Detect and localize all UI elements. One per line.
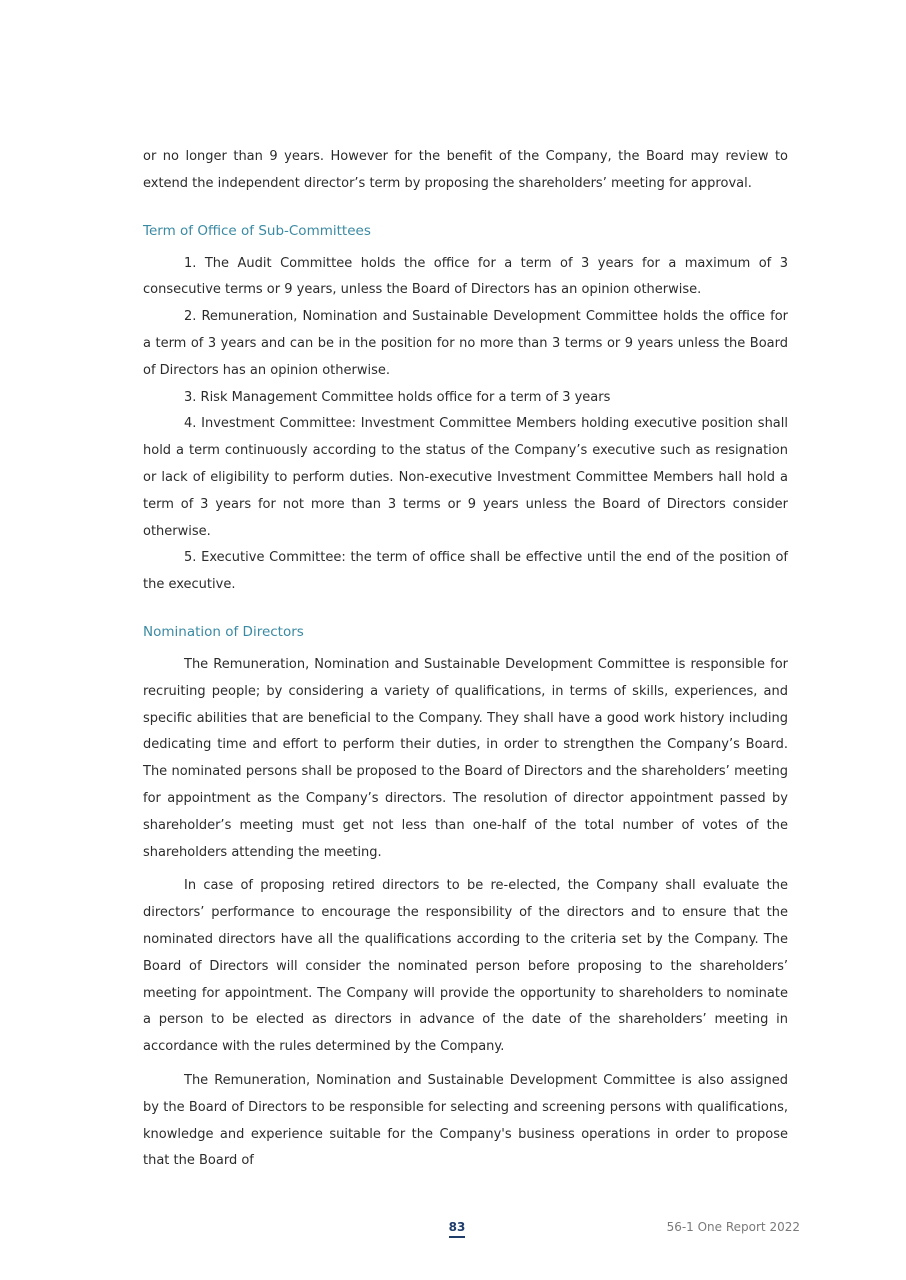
term-of-office-list [143,251,788,599]
list-item: 1. The Audit Committee holds the office for a term of 3 years for a maximum of 3 consecutive terms or 9 years, unless the Board of Directors has an opinion otherwise. [143,255,788,298]
section-heading-nomination: Nomination of Directors [143,623,304,640]
list-item: 4. Investment Committee: Investment Committee Members holding executive position shall hold a term continuously according to the status of the Company’s executive such as resignation or lack of eligibility to perform duties. Non-executive Investment Committee Members hall hold a term of 3 years for not more than 3 terms or 9 years unless the Board of Directors consider otherwise. [143,416,788,539]
page-number: 83 [448,1220,466,1234]
section-heading-term-of-office: Term of Office of Sub-Committees [143,222,371,239]
body-paragraph: The Remuneration, Nomination and Sustainable Development Committee is responsible for recruiting people; by considering a variety of qualifications, in terms of skills, experiences, and specific abilities that are beneficial to the Company. They shall have a good work history including dedicating time and effort to perform their duties, in order to strengthen the Company’s Board. The nominated persons shall be proposed to the Board of Directors and the shareholders’ meeting for appointment as the Company’s directors. The resolution of director appointment passed by shareholder’s meeting must get not less than one-half of the total number of votes of the shareholders attending the meeting. [143,656,788,860]
body-paragraph: The Remuneration, Nomination and Sustainable Development Committee is also assigned by the Board of Directors to be responsible for selecting and screening persons with qualifications, knowledge and experience suitable for the Company's business operations in order to propose that the Board of [143,1072,788,1169]
report-title: 56-1 One Report 2022 [666,1220,800,1234]
list-item: 3. Risk Management Committee holds office for a term of 3 years [184,389,611,405]
page-number-underline [449,1236,465,1238]
list-item: 2. Remuneration, Nomination and Sustainable Development Committee holds the office for a term of 3 years and can be in the position for no more than 3 terms or 9 years unless the Board of Directors has an opinion otherwise. [143,309,788,378]
document-body [143,144,788,1175]
list-item: 5. Executive Committee: the term of office shall be effective until the end of the position of the executive. [143,550,788,593]
body-paragraph: In case of proposing retired directors to be re-elected, the Company shall evaluate the directors’ performance to encourage the responsibility of the directors and to ensure that the nominated directors have all the qualifications according to the criteria set by the Company. The Board of Directors will consider the nominated person before proposing to the shareholders’ meeting for appointment. The Company will provide the opportunity to shareholders to nominate a person to be elected as directors in advance of the date of the shareholders’ meeting in accordance with the rules determined by the Company. [143,878,788,1055]
intro-paragraph: or no longer than 9 years. However for the benefit of the Company, the Board may review to extend the independent director’s term by proposing the shareholders’ meeting for approval. [143,149,788,191]
